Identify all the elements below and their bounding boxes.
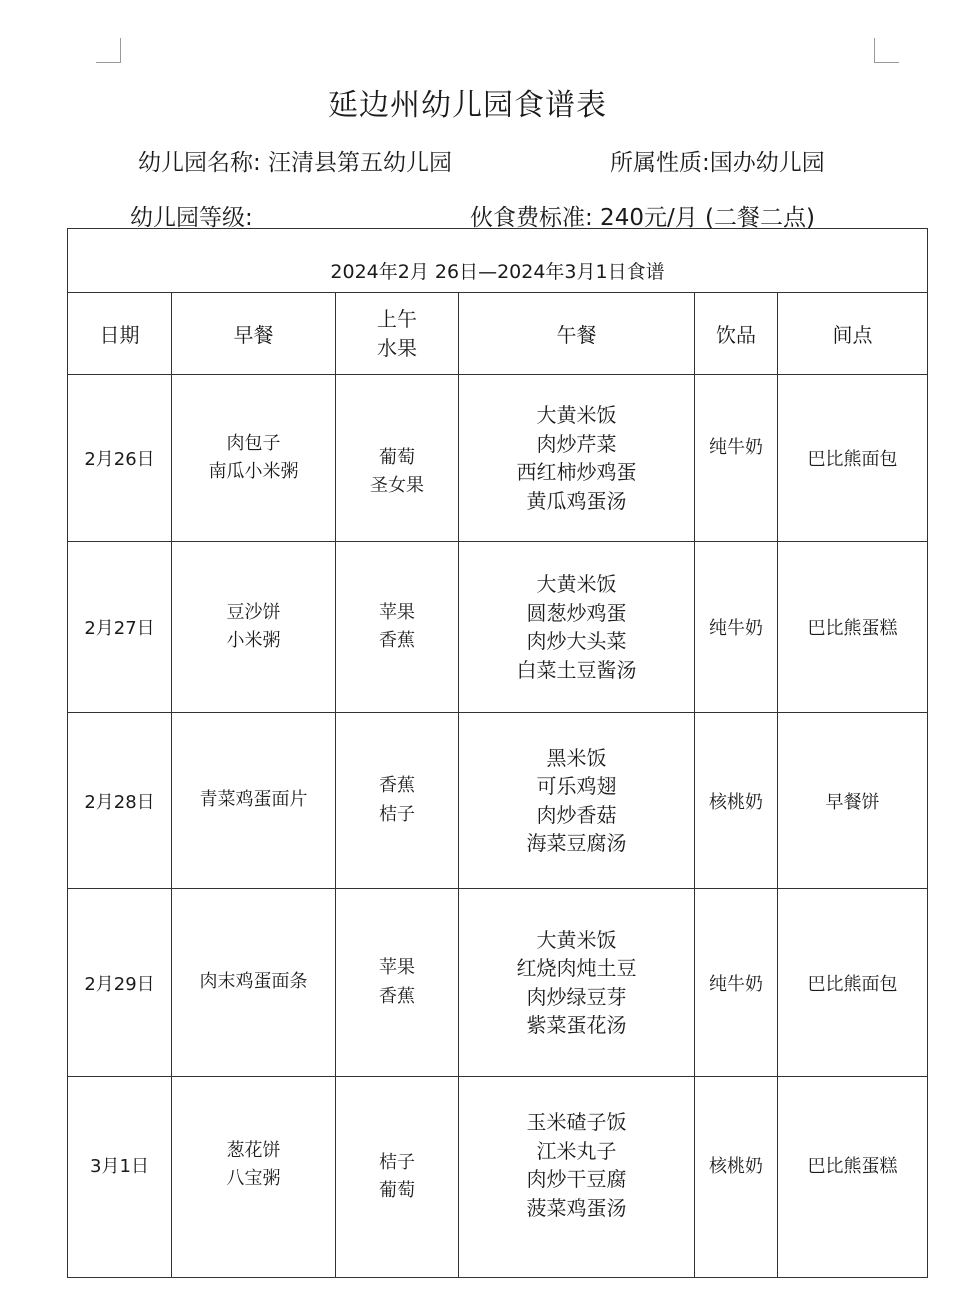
lunch-item: 黄瓜鸡蛋汤 <box>526 488 627 513</box>
lunch-item: 江米丸子 <box>536 1138 617 1163</box>
lunch-item: 菠菜鸡蛋汤 <box>526 1195 627 1220</box>
lunch-item: 圆葱炒鸡蛋 <box>526 600 627 625</box>
row-fruit <box>336 375 459 542</box>
breakfast-item: 豆沙饼 <box>226 601 281 623</box>
table-row <box>68 1077 928 1278</box>
table-row <box>68 542 928 713</box>
lunch-item: 大黄米饭 <box>536 927 617 952</box>
row-breakfast <box>172 889 336 1077</box>
breakfast-item: 青菜鸡蛋面片 <box>199 789 308 811</box>
row-lunch <box>459 375 695 542</box>
lunch-item: 可乐鸡翅 <box>536 774 617 798</box>
table-row <box>68 375 928 542</box>
row-lunch <box>459 1077 695 1278</box>
breakfast-item: 小米粥 <box>226 630 281 651</box>
header-breakfast: 早餐 <box>172 293 336 375</box>
breakfast-item: 南瓜小米粥 <box>208 461 299 482</box>
row-snack: 巴比熊蛋糕 <box>778 1077 928 1278</box>
row-date: 2月27日 <box>68 542 172 713</box>
lunch-item: 红烧肉炖土豆 <box>516 956 637 980</box>
table-row <box>68 713 928 889</box>
row-drink: 纯牛奶 <box>695 375 778 542</box>
fruit-item: 葡萄 <box>379 1180 415 1201</box>
lunch-item: 海菜豆腐汤 <box>526 831 627 855</box>
header-lunch: 午餐 <box>459 293 695 375</box>
row-date: 2月26日 <box>68 375 172 542</box>
lunch-item: 大黄米饭 <box>536 403 617 427</box>
fruit-item: 桔子 <box>379 803 415 825</box>
header-date: 日期 <box>68 293 172 375</box>
menu-table <box>67 228 928 1278</box>
row-breakfast <box>172 375 336 542</box>
breakfast-item: 八宝粥 <box>226 1168 281 1189</box>
header-drink: 饮品 <box>695 293 778 375</box>
row-breakfast <box>172 1077 336 1278</box>
row-breakfast <box>172 542 336 713</box>
lunch-item: 肉炒大头菜 <box>526 629 627 653</box>
row-snack: 巴比熊蛋糕 <box>778 542 928 713</box>
fruit-item: 圣女果 <box>370 475 424 496</box>
lunch-item: 大黄米饭 <box>536 572 617 596</box>
lunch-item: 白菜土豆酱汤 <box>516 657 637 682</box>
fruit-item: 苹果 <box>379 957 415 978</box>
kindergarten-nature: 所属性质:国办幼儿园 <box>610 150 825 176</box>
row-drink: 纯牛奶 <box>695 542 778 713</box>
row-snack: 早餐饼 <box>778 713 928 889</box>
header-snack: 间点 <box>778 293 928 375</box>
lunch-item: 紫菜蛋花汤 <box>526 1013 627 1037</box>
lunch-item: 肉炒香菇 <box>536 802 617 827</box>
row-fruit <box>336 542 459 713</box>
lunch-item: 西红柿炒鸡蛋 <box>516 460 637 484</box>
fruit-item: 香蕉 <box>379 630 415 651</box>
table-row <box>68 889 928 1077</box>
lunch-item: 玉米碴子饭 <box>526 1110 627 1134</box>
kindergarten-level: 幼儿园等级: <box>130 205 253 231</box>
row-lunch <box>459 713 695 889</box>
fruit-item: 桔子 <box>379 1151 415 1173</box>
fruit-item: 香蕉 <box>379 775 415 796</box>
lunch-item: 肉炒芹菜 <box>536 431 617 456</box>
row-lunch <box>459 542 695 713</box>
fruit-item: 香蕉 <box>379 985 415 1007</box>
meal-fee-standard: 伙食费标准: 240元/月 (二餐二点) <box>470 205 815 231</box>
header-fruit-line1: 上午 <box>377 307 417 331</box>
row-fruit <box>336 713 459 889</box>
row-snack: 巴比熊面包 <box>778 889 928 1077</box>
row-snack: 巴比熊面包 <box>778 375 928 542</box>
row-drink: 核桃奶 <box>695 713 778 889</box>
lunch-item: 肉炒干豆腐 <box>526 1167 627 1191</box>
table-header-row <box>68 293 928 375</box>
row-lunch <box>459 889 695 1077</box>
page-title: 延边州幼儿园食谱表 <box>328 88 607 123</box>
row-drink: 核桃奶 <box>695 1077 778 1278</box>
row-fruit <box>336 889 459 1077</box>
row-drink: 纯牛奶 <box>695 889 778 1077</box>
row-fruit <box>336 1077 459 1278</box>
row-date: 2月29日 <box>68 889 172 1077</box>
row-date: 2月28日 <box>68 713 172 889</box>
row-date: 3月1日 <box>68 1077 172 1278</box>
page-corner-mark-top-right <box>874 38 899 63</box>
fruit-item: 葡萄 <box>379 446 415 468</box>
breakfast-item: 葱花饼 <box>226 1139 281 1161</box>
lunch-item: 肉炒绿豆芽 <box>526 984 627 1009</box>
header-fruit-line2: 水果 <box>377 335 417 360</box>
row-breakfast <box>172 713 336 889</box>
kindergarten-name: 幼儿园名称: 汪清县第五幼儿园 <box>138 150 453 176</box>
page-corner-mark-top-left <box>96 38 121 63</box>
breakfast-item: 肉包子 <box>226 432 281 454</box>
lunch-item: 黑米饭 <box>546 745 607 770</box>
menu-week-caption: 2024年2月 26日—2024年3月1日食谱 <box>68 229 928 293</box>
fruit-item: 苹果 <box>379 601 415 623</box>
header-morning-fruit <box>336 293 459 375</box>
breakfast-item: 肉末鸡蛋面条 <box>199 971 308 993</box>
